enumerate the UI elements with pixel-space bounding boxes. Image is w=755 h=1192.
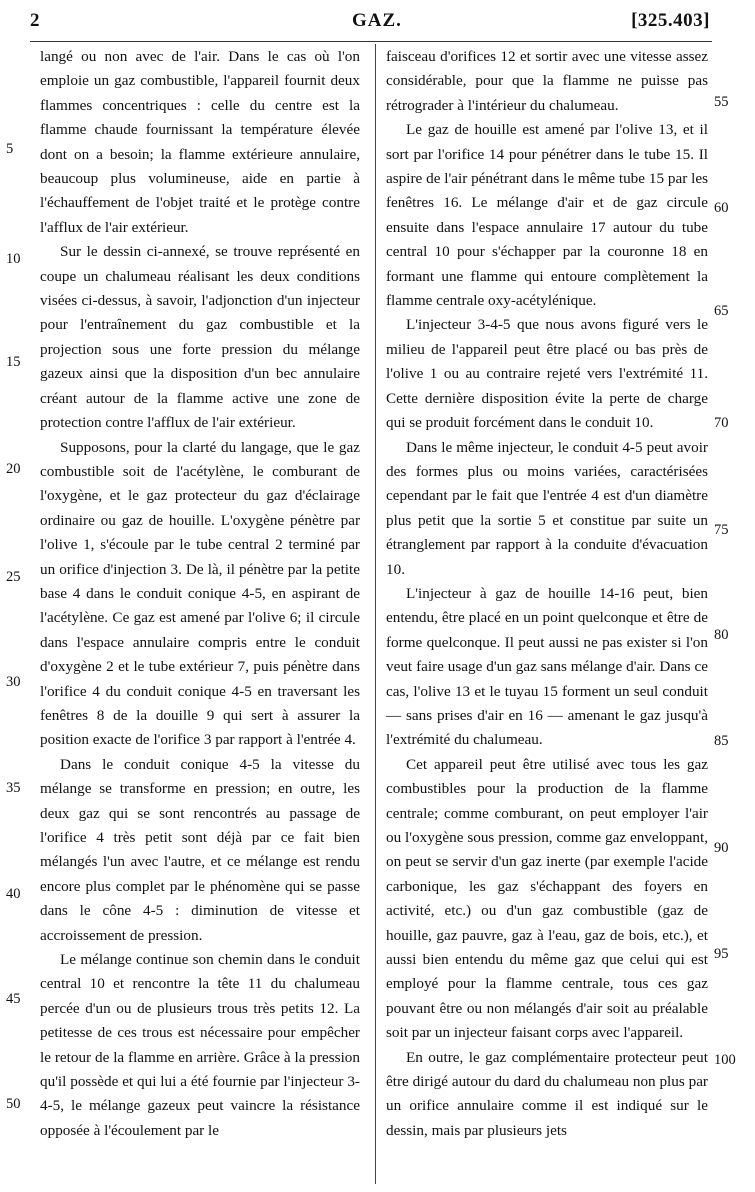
line-number: 45	[6, 991, 21, 1007]
page-header	[0, 10, 755, 40]
line-number: 35	[6, 780, 21, 796]
paragraph: Le gaz de houille est amené par l'olive 13, et il sort par l'orifice 14 pour pénétrer dans le tube 15. Il aspire de l'air pénétrant dans le même tube 15 par les fenêtres 16. Le mélange d'air et de gaz circule ensuite dans l'espace annulaire 17 autour du tube central 10 pour s'échapper par la couronne 18 en formant une flamme qui entoure complètement la flamme centrale oxy-acétylénique.	[386, 121, 708, 310]
line-number: 80	[714, 627, 729, 643]
line-number: 100	[714, 1052, 736, 1068]
header-rule	[30, 41, 712, 42]
paragraph: faisceau d'orifices 12 et sortir avec une vitesse assez considérable, pour que la flamme ne puisse pas rétrograder à l'intérieur du chalumeau.	[386, 48, 708, 114]
page-number: 2	[30, 10, 40, 31]
paragraph: Sur le dessin ci-annexé, se trouve représenté en coupe un chalumeau réalisant les deux conditions visées ci-dessus, à savoir, l'adjonction d'un injecteur pour l'entraînement du gaz combustible et la projection sous une forte pression du mélange gazeux ainsi que la disposition d'un bec annulaire créant autour de la flamme active une zone de protection contre l'afflux de l'air extérieur.	[40, 243, 360, 432]
right-column	[386, 45, 708, 1143]
line-number: 85	[714, 733, 729, 749]
line-number: 10	[6, 251, 21, 267]
line-number: 55	[714, 94, 729, 110]
paragraph: Dans le même injecteur, le conduit 4-5 peut avoir des formes plus ou moins variées, caractérisées cependant par le fait que l'entrée 4 est d'un diamètre plus petit que la sortie 5 et constitue par suite un étranglement par rapport à la conduite d'évacuation 10.	[386, 438, 708, 578]
line-number: 30	[6, 674, 21, 690]
line-number: 25	[6, 569, 21, 585]
paragraph: L'injecteur 3-4-5 que nous avons figuré vers le milieu de l'appareil peut être placé ou bas près de l'olive 1 ou au contraire rejeté vers l'extrémité 11. Cette dernière disposition évite la perte de charge qui se produit forcément dans le conduit 10.	[386, 316, 708, 432]
line-number: 40	[6, 886, 21, 902]
line-number: 65	[714, 303, 729, 319]
line-number: 95	[714, 946, 729, 962]
paragraph: Dans le conduit conique 4-5 la vitesse du mélange se transforme en pression; en outre, les deux gaz qui se sont rencontrés au passage de l'orifice 4 très petit sont déjà par ce fait bien mélangés l'un avec l'autre, et ce mélange est rendu encore plus complet par le phénomène qui se passe dans le cône 4-5 : diminution de vitesse et accroissement de pression.	[40, 755, 360, 944]
column-divider	[375, 44, 376, 1184]
paragraph: Supposons, pour la clarté du langage, que le gaz combustible soit de l'acétylène, le comburant de l'oxygène, et le gaz protecteur du gaz d'éclairage ordinaire ou gaz de houille. L'oxygène pénètre par l'olive 1, s'écoule par le tube central 2 terminé par un orifice d'injection 3. De là, il pénètre par la petite base 4 dans le conduit conique 4-5, en aspirant de l'acétylène. Ce gaz est amené par l'olive 6; il circule dans l'espace annulaire compris entre le conduit d'oxygène 2 et le tube extérieur 7, puis pénètre dans l'orifice 4 du conduit conique 4-5 en traversant les fenêtres 8 de la douille 9 qui sert à assurer la position exacte de l'orifice 3 par rapport à l'entrée 4.	[40, 438, 360, 749]
left-column	[40, 45, 360, 1143]
line-number: 20	[6, 461, 21, 477]
line-number: 70	[714, 415, 729, 431]
line-number: 90	[714, 840, 729, 856]
paragraph: En outre, le gaz complémentaire protecteur peut être dirigé autour du dard du chalumeau non plus par un orifice annulaire comme il est indiqué sur le dessin, mais par plusieurs jets	[386, 1048, 708, 1139]
line-number: 15	[6, 354, 21, 370]
page-title: GAZ.	[352, 10, 402, 31]
line-number: 50	[6, 1096, 21, 1112]
paragraph: L'injecteur à gaz de houille 14-16 peut, bien entendu, être placé en un point quelconque et être de forme quelconque. Il peut aussi ne pas exister si l'on veut faire usage d'un gaz sans mélange d'air. Dans ce cas, l'olive 13 et le tuyau 15 forment un seul conduit — sans prises d'air en 16 — amenant le gaz jusqu'à l'extrémité du chalumeau.	[386, 584, 708, 749]
patent-reference: [325.403]	[631, 10, 710, 31]
paragraph: langé ou non avec de l'air. Dans le cas où l'on emploie un gaz combustible, l'appareil fournit deux flammes concentriques : celle du centre est la flamme chaude fournissant la température élevée dont on a besoin; la flamme extérieure annulaire, beaucoup plus volumineuse, aide en partie à l'échauffement de l'objet traité et le protège contre l'afflux de l'air extérieur.	[40, 48, 360, 236]
line-number: 75	[714, 522, 729, 538]
paragraph: Le mélange continue son chemin dans le conduit central 10 et rencontre la tête 11 du chalumeau percée d'un ou de plusieurs trous très petits 12. La petitesse de ces trous est nécessaire pour empêcher le retour de la flamme en arrière. Grâce à la pression qu'il possède et qui lui a été fournie par l'injecteur 3-4-5, le mélange gazeux peut vaincre la résistance opposée à l'écoulement par le	[40, 951, 360, 1139]
paragraph: Cet appareil peut être utilisé avec tous les gaz combustibles pour la production de la flamme centrale; comme comburant, on peut employer l'air ou l'oxygène sous pression, comme gaz enveloppant, on peut se servir d'un gaz inerte (par exemple l'acide carbonique, les gaz s'échappant des foyers en activité, etc.) ou d'un gaz combustible (gaz de houille, gaz pauvre, gaz à l'eau, gaz de bois, etc.), et aussi bien entendu du même gaz que celui qui est employé pour la flamme centrale, tous ces gaz pouvant être ou non mélangés d'air soit au préalable soit par un injecteur faisant corps avec l'appareil.	[386, 755, 708, 1042]
line-number: 60	[714, 200, 729, 216]
line-number: 5	[6, 141, 14, 157]
